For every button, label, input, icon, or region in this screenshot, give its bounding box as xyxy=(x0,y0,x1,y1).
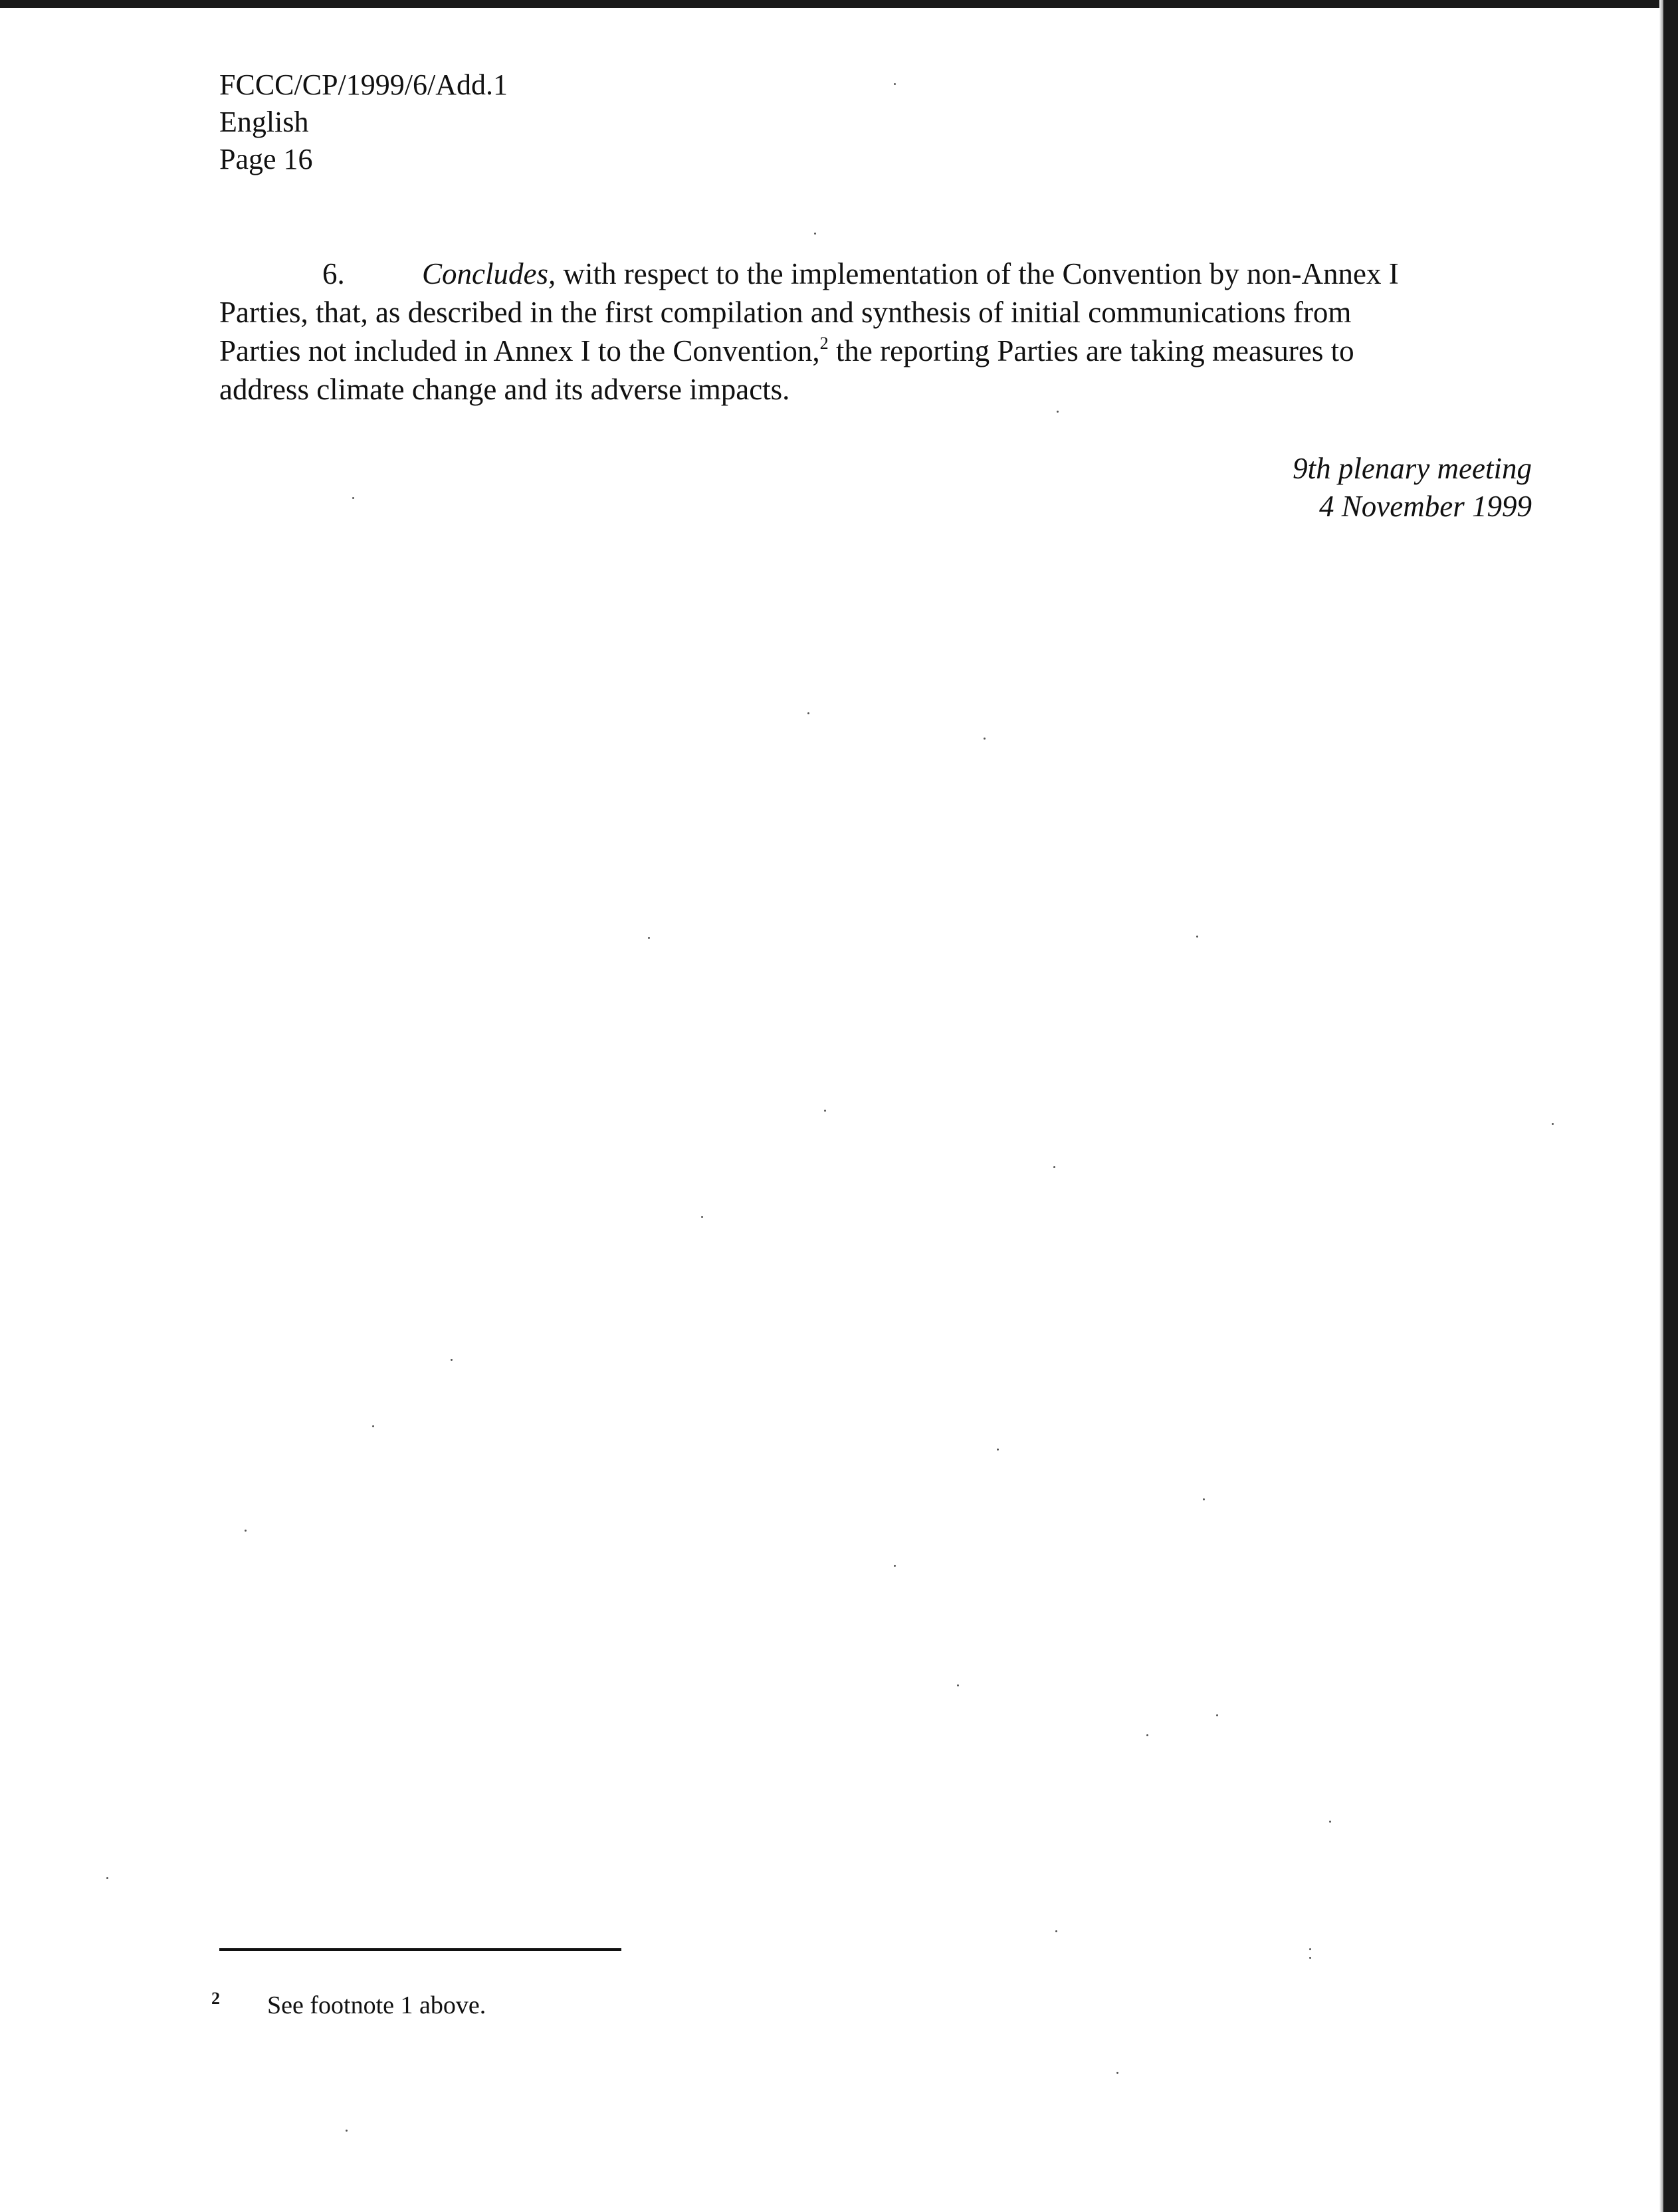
scan-speck xyxy=(1196,936,1198,938)
scan-speck xyxy=(814,233,816,235)
scan-speck xyxy=(824,1110,826,1112)
scan-speck xyxy=(894,83,896,85)
scan-speck xyxy=(451,1359,453,1361)
footnote-text: See footnote 1 above. xyxy=(267,1991,486,2019)
scan-speck xyxy=(372,1425,374,1427)
footnote-separator xyxy=(219,1948,621,1951)
scan-speck xyxy=(1309,1948,1311,1950)
scan-speck xyxy=(701,1216,703,1218)
paragraph-line-3-text-a: Parties not included in Annex I to the Convention, xyxy=(219,334,820,367)
scan-speck xyxy=(1053,1166,1055,1168)
scan-speck xyxy=(894,1565,896,1567)
scan-speck xyxy=(957,1684,959,1686)
scan-speck xyxy=(1057,411,1059,413)
scan-speck xyxy=(1329,1821,1331,1823)
scan-speck xyxy=(997,1449,999,1451)
scan-speck xyxy=(1552,1123,1554,1125)
scan-speck xyxy=(648,937,650,939)
paragraph-line-1-text: with respect to the implementation of the Convention by non-Annex I xyxy=(556,257,1399,290)
operative-verb: Concludes, xyxy=(422,257,556,290)
paragraph-line-1 xyxy=(219,254,1535,293)
scan-right-border xyxy=(1663,0,1678,2212)
paragraph-line-3 xyxy=(219,332,1535,370)
scan-speck xyxy=(1216,1714,1218,1716)
scan-speck xyxy=(1203,1498,1205,1500)
adoption-date: 4 November 1999 xyxy=(1319,490,1532,523)
scan-speck xyxy=(807,712,809,714)
adoption-signature xyxy=(1293,450,1532,526)
paragraph-line-4: address climate change and its adverse impacts. xyxy=(219,373,790,406)
page-number: Page 16 xyxy=(219,143,313,175)
scan-speck xyxy=(984,738,986,740)
footnote-reference[interactable]: 2 xyxy=(819,334,829,353)
document-header xyxy=(219,66,508,178)
scan-speck xyxy=(245,1530,247,1532)
document-symbol: FCCC/CP/1999/6/Add.1 xyxy=(219,68,508,101)
document-language: English xyxy=(219,106,309,138)
scan-speck xyxy=(1116,2072,1118,2074)
scan-speck xyxy=(346,2130,348,2132)
paragraph-number: 6. xyxy=(322,257,345,290)
scan-top-border xyxy=(0,0,1678,8)
footnote-mark: 2 xyxy=(211,1989,220,2008)
scan-speck xyxy=(1146,1734,1148,1736)
scan-speck xyxy=(352,497,354,499)
scan-speck xyxy=(1309,1957,1311,1959)
footnote xyxy=(211,1983,486,2021)
plenary-meeting: 9th plenary meeting xyxy=(1293,452,1532,485)
scan-speck xyxy=(106,1877,108,1879)
paragraph-line-2: Parties, that, as described in the first compilation and synthesis of initial communications from xyxy=(219,296,1352,329)
scan-speck xyxy=(1055,1930,1057,1932)
paragraph-line-3-text-b: the reporting Parties are taking measures to xyxy=(828,334,1354,367)
paragraph-6 xyxy=(219,254,1535,409)
